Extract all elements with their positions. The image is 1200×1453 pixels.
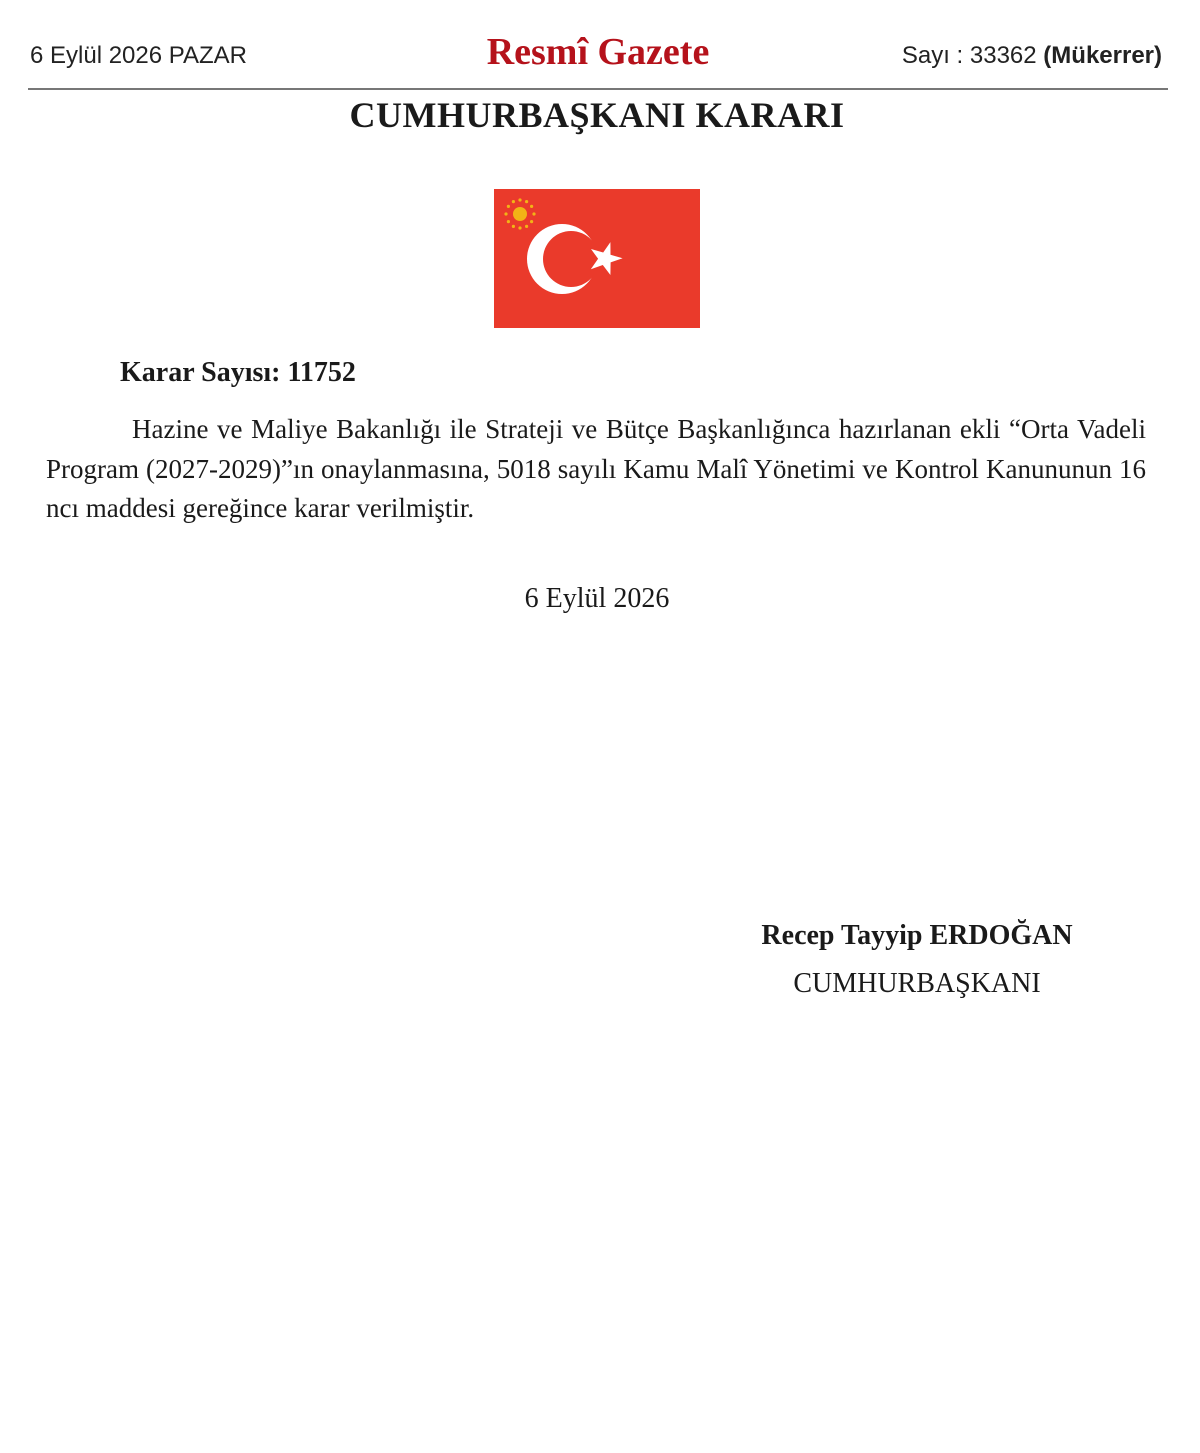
document-title: CUMHURBAŞKANI KARARI [349,95,845,135]
presidential-flag-icon [494,189,700,328]
decision-date: 6 Eylül 2026 [524,583,670,614]
gazette-name: Resmî Gazete [486,31,710,73]
decision-number: Karar Sayısı: 11752 [120,357,356,388]
issue-number [902,42,1162,70]
header-date: 6 Eylül 2026 PAZAR [30,42,247,69]
signatory-name: Recep Tayyip ERDOĞAN [761,920,1073,951]
decision-body: Hazine ve Maliye Bakanlığı ile Strateji ve Bütçe Başkanlığınca hazırlanan ekli “Orta Vadeli Program (2027-2029)”ın onaylanmasına, 5018 sayılı Kamu Malî Yönetimi ve Kontrol Kanununun 16 ncı maddesi gereğince karar verilmiştir. [46,414,1146,523]
gazette-header [28,28,1168,90]
issue-prefix: Sayı : 33362 [901,42,1037,69]
signatory-title: CUMHURBAŞKANI [793,968,1041,999]
issue-suffix: (Mükerrer) [1043,42,1162,69]
